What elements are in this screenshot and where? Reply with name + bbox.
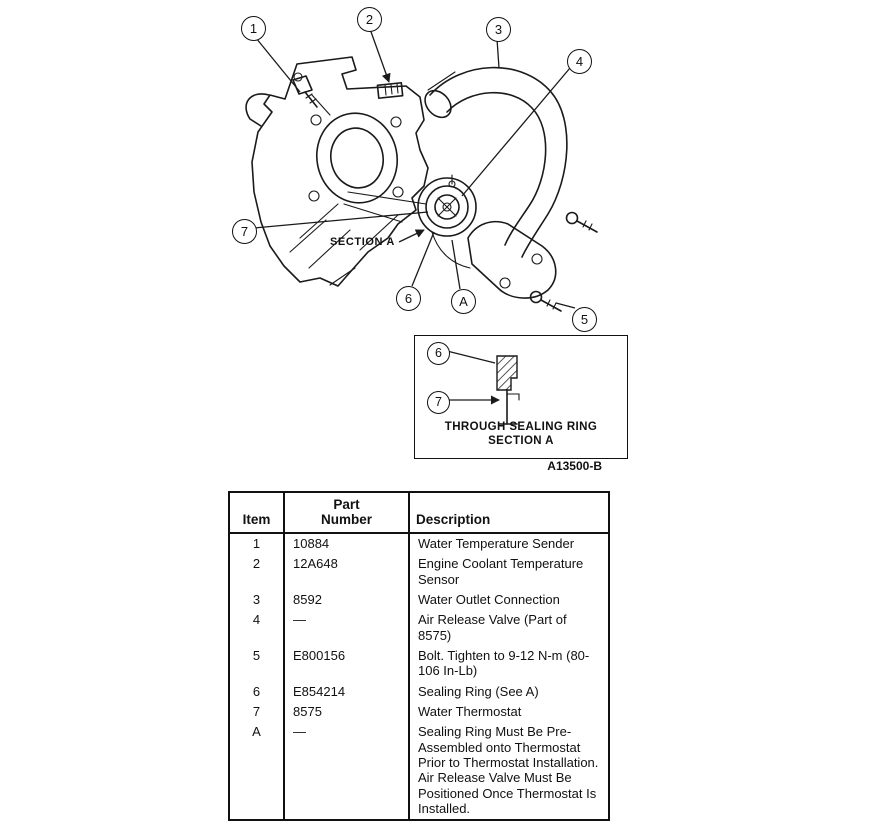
sealing-ring-section-art: [497, 356, 519, 424]
cell-part-number: E800156: [284, 646, 409, 682]
cell-item: 2: [252, 556, 261, 572]
cell-description: Water Outlet Connection: [409, 590, 609, 610]
cell-part-number: 8592: [284, 590, 409, 610]
thermostat-art: [418, 175, 476, 236]
cell-item: 7: [252, 703, 261, 719]
figure-code: A13500-B: [547, 459, 602, 473]
callout-A-label: A: [459, 294, 468, 309]
header-part-line2: Number: [320, 512, 372, 527]
callout-2-label: 2: [365, 12, 374, 27]
table-row: [229, 610, 609, 646]
cell-item: 4: [252, 612, 261, 628]
header-item-label: Item: [242, 512, 271, 527]
header-description-label: Description: [416, 512, 491, 527]
leader-lines: [254, 29, 575, 308]
callout-1-label: 1: [249, 21, 258, 36]
inset-caption-line2: SECTION A: [488, 435, 554, 447]
engine-block-art: [246, 57, 428, 286]
table-row: [229, 646, 609, 682]
table-row: [229, 682, 609, 702]
table-row: [229, 590, 609, 610]
inset-leader-lines: [447, 351, 499, 400]
inset-callout-6: [427, 342, 450, 365]
callout-7: [232, 219, 257, 244]
cell-description: Sealing Ring (See A): [409, 682, 609, 702]
inset-callout-6-label: 6: [435, 346, 442, 361]
cell-description: Engine Coolant Temperature Sensor: [409, 554, 609, 590]
table-row: [229, 702, 609, 722]
cell-item: 5: [252, 647, 261, 663]
cell-description: Bolt. Tighten to 9-12 N-m (80-106 In-Lb): [409, 646, 609, 682]
callout-3-label: 3: [494, 22, 503, 37]
cell-description: Air Release Valve (Part of 8575): [409, 610, 609, 646]
callout-6-label: 6: [404, 291, 413, 306]
parts-table-body: [229, 533, 609, 820]
cell-part-number: 10884: [284, 533, 409, 554]
table-row: [229, 554, 609, 590]
cell-part-number: —: [284, 610, 409, 646]
section-a-label: SECTION A: [330, 236, 395, 248]
parts-table-header: [229, 492, 609, 533]
cell-part-number: —: [284, 722, 409, 820]
callout-3: [486, 17, 511, 42]
water-outlet-pipe-art: [420, 68, 567, 298]
inset-callout-7-label: 7: [435, 395, 442, 410]
callout-5: [572, 307, 597, 332]
callout-2: [357, 7, 382, 32]
inset-callout-7: [427, 391, 450, 414]
callout-6: [396, 286, 421, 311]
cell-description: Water Temperature Sender: [409, 533, 609, 554]
header-item: [229, 492, 284, 533]
table-row: [229, 533, 609, 554]
cell-item: 6: [252, 683, 261, 699]
header-part-line1: Part: [333, 497, 360, 512]
callout-4: [567, 49, 592, 74]
cell-part-number: 8575: [284, 702, 409, 722]
cell-part-number: 12A648: [284, 554, 409, 590]
cell-description: Sealing Ring Must Be Pre-Assembled onto Thermostat Prior to Thermostat Installation. Air Release Valve Must Be Positioned Once Thermostat Is Installed.: [409, 722, 609, 820]
callout-4-label: 4: [575, 54, 584, 69]
cell-description: Water Thermostat: [409, 702, 609, 722]
inset-caption-line1: THROUGH SEALING RING: [444, 421, 598, 433]
water-temp-sender-art: [293, 73, 317, 107]
cell-item: 1: [252, 536, 261, 551]
callout-7-label: 7: [240, 224, 249, 239]
cell-part-number: E854214: [284, 682, 409, 702]
callout-1: [241, 16, 266, 41]
section-a-inset: [414, 335, 628, 459]
coolant-sensor-art: [377, 83, 402, 98]
table-row: [229, 722, 609, 820]
bolt-art: [531, 213, 598, 312]
parts-table: [228, 491, 610, 821]
cell-item: A: [252, 724, 261, 740]
header-description: [409, 492, 609, 533]
header-part-number: [284, 492, 409, 533]
callout-A: [451, 289, 476, 314]
callout-5-label: 5: [580, 312, 589, 327]
cell-item: 3: [252, 591, 261, 607]
